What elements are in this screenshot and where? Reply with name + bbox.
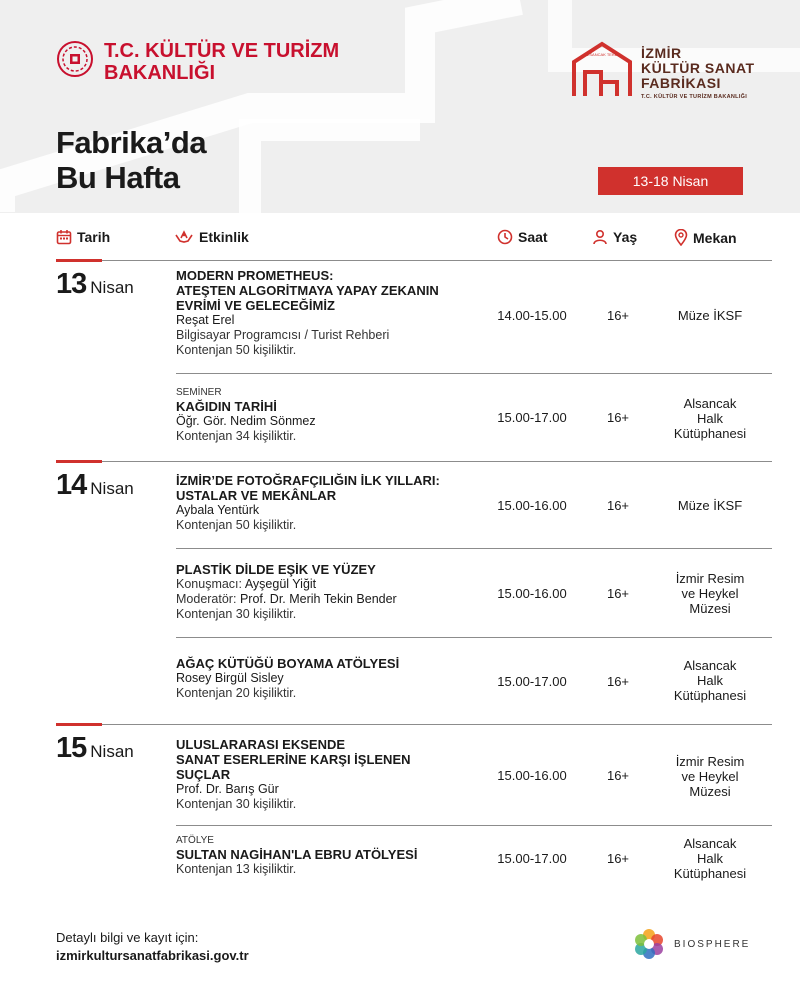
page-title-line2: Bu Hafta xyxy=(56,160,180,195)
event-time: 15.00-17.00 xyxy=(497,409,567,425)
event-venue-line: Kütüphanesi xyxy=(673,865,747,881)
event-venue-line: Müze İKSF xyxy=(677,307,743,323)
event-venue-line: Alsancak xyxy=(683,395,737,411)
col-saat xyxy=(497,229,548,245)
event-time: 14.00-15.00 xyxy=(497,307,567,323)
col-etkinlik-label: Etkinlik xyxy=(199,229,249,245)
day-divider-13 xyxy=(56,260,772,261)
event-venue xyxy=(660,497,760,513)
col-mekan-label: Mekan xyxy=(693,229,737,246)
event-divider xyxy=(176,548,772,549)
day-month: Nisan xyxy=(90,479,134,498)
event-entry xyxy=(176,387,486,444)
event-venue-line: Halk xyxy=(696,672,723,688)
event-venue xyxy=(660,570,760,616)
day-number: 15 xyxy=(56,732,87,764)
event-divider xyxy=(176,373,772,374)
biosphere-icon xyxy=(632,927,666,961)
event-capacity: Kontenjan 30 kişiliktir. xyxy=(176,607,297,621)
event-title xyxy=(176,656,486,671)
event-age: 16+ xyxy=(606,850,630,866)
event-capacity: Kontenjan 34 kişiliktir. xyxy=(176,429,297,443)
col-tarih-label: Tarih xyxy=(77,229,111,245)
event-venue-line: Kütüphanesi xyxy=(673,425,747,441)
page-title xyxy=(56,125,206,195)
event-time: 15.00-17.00 xyxy=(497,673,567,689)
speaker-label: Konuşmacı: xyxy=(176,577,243,591)
event-title-line: SUÇLAR xyxy=(176,767,231,782)
clock-icon xyxy=(497,229,513,245)
event-time: 15.00-16.00 xyxy=(497,497,567,513)
fabrika-subtitle: T.C. KÜLTÜR VE TURİZM BAKANLIĞI xyxy=(641,94,748,100)
event-age: 16+ xyxy=(606,409,630,425)
col-yas-label: Yaş xyxy=(613,229,638,245)
event-venue-line: Halk xyxy=(696,850,723,866)
event-divider xyxy=(176,825,772,826)
event-title-line: ATEŞTEN ALGORİTMAYA YAPAY ZEKANIN xyxy=(176,283,439,298)
event-title-line: ULUSLARARASI EKSENDE xyxy=(176,737,346,752)
event-time: 15.00-16.00 xyxy=(497,767,567,783)
fabrika-name-line1: İZMİR xyxy=(641,45,682,61)
day-divider-14 xyxy=(56,461,772,462)
ministry-name-line2: BAKANLIĞI xyxy=(104,62,216,84)
event-title-line: KAĞIDIN TARİHİ xyxy=(176,399,277,414)
event-title-line: İZMİR’DE FOTOĞRAFÇILIĞIN İLK YILLARI: xyxy=(176,473,440,488)
fabrika-logo xyxy=(571,38,755,102)
footer-info xyxy=(56,929,249,965)
event-venue xyxy=(660,395,760,441)
event-moderator-row xyxy=(176,592,486,607)
event-venue-line: İzmir Resim xyxy=(675,753,745,769)
event-venue-line: Müzesi xyxy=(689,783,731,799)
event-speaker: Öğr. Gör. Nedim Sönmez xyxy=(176,414,316,428)
event-divider xyxy=(176,637,772,638)
col-saat-label: Saat xyxy=(518,229,548,245)
event-title xyxy=(176,562,486,577)
event-entry xyxy=(176,562,486,622)
event-speaker: Rosey Birgül Sisley xyxy=(176,671,284,685)
event-speaker-row xyxy=(176,577,486,592)
event-entry xyxy=(176,835,486,877)
fabrika-house-icon xyxy=(571,38,633,98)
event-capacity: Kontenjan 20 kişiliktir. xyxy=(176,686,297,700)
event-venue xyxy=(660,657,760,703)
event-capacity: Kontenjan 50 kişiliktir. xyxy=(176,518,297,532)
event-venue-line: Kütüphanesi xyxy=(673,687,747,703)
event-capacity: Kontenjan 13 kişiliktir. xyxy=(176,862,297,876)
event-age: 16+ xyxy=(606,307,630,323)
day-marker-14 xyxy=(56,460,102,463)
calendar-icon xyxy=(56,229,72,245)
event-venue xyxy=(660,753,760,799)
event-title-line: EVRİMİ VE GELECEĞİMİZ xyxy=(176,298,335,313)
day-month: Nisan xyxy=(90,278,134,297)
event-title-line: AĞAÇ KÜTÜĞÜ BOYAMA ATÖLYESİ xyxy=(176,656,400,671)
event-age: 16+ xyxy=(606,497,630,513)
event-venue-line: ve Heykel xyxy=(681,585,739,601)
event-entry xyxy=(176,737,486,812)
event-speaker: Reşat Erel xyxy=(176,313,235,327)
event-title-line: SANAT ESERLERİNE KARŞI İŞLENEN xyxy=(176,752,411,767)
event-title xyxy=(176,737,486,782)
event-type: SEMİNER xyxy=(176,387,222,398)
ministry-name-line1: T.C. KÜLTÜR VE TURİZM xyxy=(104,40,340,62)
col-mekan xyxy=(674,229,737,246)
fabrika-name-line2: KÜLTÜR SANAT xyxy=(641,60,755,76)
col-etkinlik xyxy=(174,229,249,245)
day-divider-15 xyxy=(56,724,772,725)
event-venue-line: Alsancak xyxy=(683,657,737,673)
fabrika-logo-text: ALSANCAK TEKEL xyxy=(584,52,620,57)
day-number: 14 xyxy=(56,469,87,501)
date-range-badge: 13-18 Nisan xyxy=(598,167,743,195)
event-speaker-role: Bilgisayar Programcısı / Turist Rehberi xyxy=(176,328,390,342)
event-title-line: SULTAN NAGİHAN'LA EBRU ATÖLYESİ xyxy=(176,847,418,862)
event-title-line: PLASTİK DİLDE EŞİK VE YÜZEY xyxy=(176,562,376,577)
footer-info-text: Detaylı bilgi ve kayıt için: xyxy=(56,930,199,945)
event-speaker: Prof. Dr. Barış Gür xyxy=(176,782,279,796)
day-number: 13 xyxy=(56,268,87,300)
event-entry xyxy=(176,473,486,533)
event-entry xyxy=(176,268,486,358)
event-title xyxy=(176,399,486,414)
page-title-line1: Fabrika’da xyxy=(56,125,207,160)
event-title-line: USTALAR VE MEKÂNLAR xyxy=(176,488,337,503)
event-title xyxy=(176,847,486,862)
ministry-emblem-icon xyxy=(56,40,94,78)
event-speaker: Ayşegül Yiğit xyxy=(244,577,317,591)
person-icon xyxy=(592,229,608,245)
event-age: 16+ xyxy=(606,767,630,783)
event-moderator: Prof. Dr. Merih Tekin Bender xyxy=(239,592,397,606)
day-label xyxy=(56,732,134,765)
event-age: 16+ xyxy=(606,585,630,601)
moderator-label: Moderatör: xyxy=(176,592,237,606)
event-venue xyxy=(660,307,760,323)
event-venue-line: ve Heykel xyxy=(681,768,739,784)
biosphere-logo xyxy=(632,927,750,961)
biosphere-text: BIOSPHERE xyxy=(674,938,751,950)
event-venue-line: Müze İKSF xyxy=(677,497,743,513)
event-venue-line: İzmir Resim xyxy=(675,570,745,586)
day-label xyxy=(56,268,134,301)
event-title xyxy=(176,473,486,503)
event-capacity: Kontenjan 50 kişiliktir. xyxy=(176,343,297,357)
footer-website-link[interactable]: izmirkultursanatfabrikasi.gov.tr xyxy=(56,948,249,963)
event-venue xyxy=(660,835,760,881)
hands-icon xyxy=(174,229,194,245)
event-speaker: Aybala Yentürk xyxy=(176,503,260,517)
ministry-logo xyxy=(56,40,339,84)
event-title xyxy=(176,268,486,313)
event-type: ATÖLYE xyxy=(176,835,214,846)
event-age: 16+ xyxy=(606,673,630,689)
event-venue-line: Alsancak xyxy=(683,835,737,851)
event-venue-line: Müzesi xyxy=(689,600,731,616)
day-marker-13 xyxy=(56,259,102,262)
day-marker-15 xyxy=(56,723,102,726)
event-time: 15.00-16.00 xyxy=(497,585,567,601)
location-pin-icon xyxy=(674,229,688,246)
event-venue-line: Halk xyxy=(696,410,723,426)
fabrika-name-line3: FABRİKASI xyxy=(641,75,721,91)
event-entry xyxy=(176,656,486,701)
event-capacity: Kontenjan 30 kişiliktir. xyxy=(176,797,297,811)
event-title-line: MODERN PROMETHEUS: xyxy=(176,268,334,283)
table-header xyxy=(56,229,772,251)
day-month: Nisan xyxy=(90,742,134,761)
event-time: 15.00-17.00 xyxy=(497,850,567,866)
col-yas xyxy=(592,229,637,245)
col-tarih xyxy=(56,229,110,245)
day-label xyxy=(56,469,134,502)
